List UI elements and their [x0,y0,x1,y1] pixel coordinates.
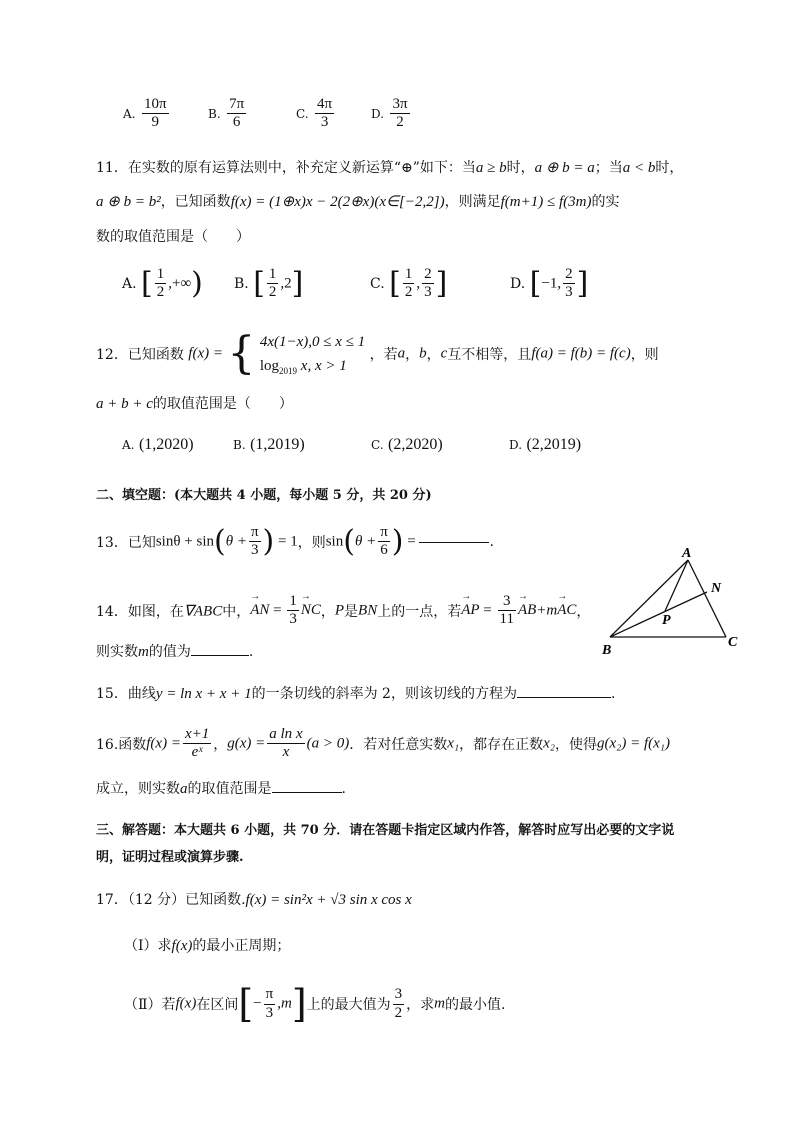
q11-line3: 数的取值范围是（ ） [96,229,250,245]
q12-line2 [96,393,293,413]
text: 16.函数 [96,736,147,753]
text: 是 [344,603,359,620]
text: 互不相等，且 [447,347,532,364]
text: ．若对任意实数 [349,736,448,753]
numerator: 2 [563,266,575,284]
q16-line2 [96,778,346,798]
brace: { [227,328,256,380]
text: 的一条切线的斜率为 2，则该切线的方程为 [251,686,517,702]
text: ，则满足 [444,194,501,210]
text: 上的最大值为 [306,997,391,1013]
text: 13．已知 [96,534,156,551]
text: ；当 [594,160,623,176]
text: 15．曲线 [96,686,156,702]
bracket: [ [253,265,265,301]
case-2-rest: x, x > 1 [297,358,347,374]
denominator: eˣ [191,744,203,761]
segment-bn: BN [358,602,378,619]
bracket: ] [435,265,448,301]
fraction [315,96,334,132]
var-a: a [397,345,406,362]
answer-blank[interactable] [517,696,611,698]
piecewise-cases [260,330,365,378]
numerator: π [249,524,261,542]
text: ， [320,603,335,620]
text: 在区间 [196,997,239,1013]
q17-part2 [124,982,506,1026]
q13 [96,524,494,560]
math: f(x) [171,938,193,954]
text: 时， [655,160,684,176]
theta: θ + [225,533,247,550]
numerator: π [264,986,276,1004]
denominator: 3 [320,114,329,131]
q11-line1 [96,157,683,177]
text: 的值为 [148,644,191,660]
math: a < b [622,160,656,176]
denominator: 6 [380,542,388,559]
point-p: P [334,602,345,619]
vector-ab: → AB [518,602,536,619]
text: 17．（12 分）已知函数. [96,892,246,908]
var-x1: x₁ [447,735,460,752]
option-letter: D. [371,106,385,121]
fraction [155,266,167,302]
fraction [267,266,279,302]
q11-option-d [510,266,588,302]
vector-ap: → AP [461,602,479,619]
numerator: 1 [403,266,415,284]
var-x2: x₂ [543,735,555,752]
q12-option-d [509,436,581,454]
option-value: (2,2019) [526,436,582,453]
option-letter: C. [370,275,385,292]
option-letter: B. [208,106,221,121]
bracket: ] [291,265,304,301]
fraction [264,986,276,1022]
denominator: 11 [499,611,514,628]
q16-line1 [96,726,670,762]
equals: = [479,602,496,619]
paren: ( [343,523,355,559]
vector-an: → AN [250,602,269,619]
q12-line1 [96,330,659,378]
comma: ， [426,347,441,364]
q12-option-c [371,436,443,454]
text: . [341,781,346,797]
text: 14．如图，在 [96,603,184,620]
paren: ) [391,523,404,559]
label-b: B [602,643,612,656]
fraction [249,524,261,560]
text: . [248,644,254,660]
vector-ac: → AC [557,602,576,619]
q12-option-a [122,436,194,454]
text: ，求 [406,997,435,1013]
var-c: c [440,345,448,362]
case-2 [260,354,365,378]
q10-option-c [296,96,336,132]
denominator: 2 [396,114,404,131]
text: 12．已知函数 [96,347,184,364]
math: f(a) = f(b) = f(c) [531,345,631,362]
numerator: 1 [155,266,167,284]
q11-line2 [96,191,619,211]
math: y = ln x + x + 1 [155,686,252,702]
fraction [390,96,409,132]
section-heading-solutions: 三、解答题：本大题共 6 小题，共 70 分．请在答题卡指定区域内作答，解答时应写出必要的文字说 [96,823,675,838]
numerator: a ln x [267,726,304,744]
text: . [610,686,616,702]
numerator: 7π [227,96,246,114]
math: f(x) = sin²x + √3 sin x cos x [245,892,412,908]
math: −1, [541,275,562,292]
option-letter: A. [122,438,135,452]
math: ,m [277,995,292,1012]
segment-ap [665,560,688,611]
text: 的取值范围是 [187,781,272,797]
label-p: P [662,613,671,628]
numerator: 1 [267,266,279,284]
case-1: 4x(1−x),0 ≤ x ≤ 1 [259,334,366,350]
denominator: 3 [424,284,432,301]
theta: θ + [354,533,377,550]
numerator: x+1 [183,726,211,744]
bracket: [ [238,982,254,1026]
label-n: N [711,581,722,596]
math: sinθ + sin [155,533,214,550]
text: 上的一点，若 [377,603,462,620]
numerator: π [378,524,390,542]
fraction [403,266,415,302]
q15 [96,683,615,703]
q17-stem [96,889,412,909]
bracket: [ [389,265,401,301]
numerator: 3 [393,986,405,1004]
text: ，若 [369,347,398,364]
fraction [227,96,246,132]
text: 的最小值. [444,997,506,1013]
option-letter: C. [371,438,384,452]
label-a: A [682,546,692,561]
var-b: b [419,345,427,362]
q11-option-a [122,266,203,302]
paren: ( [213,523,226,559]
bracket: ] [576,265,589,301]
q10-option-d [371,96,412,132]
bracket: [ [529,265,542,301]
fraction [422,266,434,302]
denominator: 6 [232,114,241,131]
math: a + b + c [96,396,153,412]
math: g(x) = [227,735,266,752]
denominator: 3 [250,542,259,559]
q14-line1 [96,593,590,629]
denominator: 3 [565,284,573,301]
math: − [253,995,262,1012]
text: ，使得 [554,736,597,753]
math: f(x) = (1⊕x)x − 2(2⊕x)(x∈[−2,2]) [230,194,445,210]
text: ，都存在正数 [459,736,544,753]
math: f(m+1) ≤ f(3m) [500,194,592,210]
paren: ) [262,523,275,559]
math: = 1 [274,533,298,550]
q12-option-b [233,436,305,454]
comma: , [416,275,421,292]
option-value: (2,2020) [388,436,443,453]
fraction [378,524,390,560]
option-letter: B. [234,275,249,292]
denominator: 2 [156,284,165,301]
var-m: m [434,995,445,1012]
side-ab [610,560,688,637]
q10-option-a [123,96,171,132]
option-letter: D. [510,275,526,292]
math: +m [536,602,558,619]
numerator: 3 [498,593,516,611]
fraction [393,986,405,1022]
text: 成立，则实数 [96,781,180,797]
numerator: 3π [390,96,409,114]
equals: = [269,602,286,619]
numerator: 2 [422,266,434,284]
text: . [489,533,494,550]
math: g(x₂) = f(x₁) [596,735,670,752]
fraction [183,726,211,762]
fraction [287,593,299,629]
answer-blank[interactable] [272,791,342,793]
var-m: m [138,644,149,660]
denominator: 2 [394,1004,403,1021]
bracket: ) [191,265,203,301]
q10-option-b [208,96,248,132]
text: 的最小正周期； [192,938,291,954]
option-letter: B. [233,438,246,452]
math: a ⊕ b = a [534,160,595,176]
option-letter: D. [509,438,523,452]
text: ，则 [297,534,326,551]
q17-part1 [124,935,290,955]
numerator: 4π [315,96,334,114]
text: （Ⅱ）若 [124,997,176,1013]
math: ,2 [280,275,292,292]
fraction [498,593,516,629]
var-a: a [180,781,188,797]
text: ，已知函数 [160,194,231,210]
math: f(x) = [146,735,181,752]
comma: ， [405,347,420,364]
text: 的实 [591,194,620,210]
denominator: 3 [289,611,297,628]
q11-option-b [234,266,303,302]
numerator: 10π [142,96,169,114]
segment-bn [610,592,707,637]
log: log [259,358,280,374]
denominator: 9 [151,114,159,131]
text: 11．在实数的原有运算法则中，补充定义新运算“⊕”如下：当 [96,160,476,176]
label-c: C [728,635,738,650]
text: ， [213,736,228,753]
denominator: 3 [265,1004,274,1021]
vector-nc: → NC [301,602,321,619]
fraction [563,266,575,302]
text: 时， [506,160,535,176]
option-letter: A. [123,106,136,121]
math: f(x) = [188,345,223,362]
math: a ≥ b [475,160,507,176]
option-letter: A. [122,275,137,292]
section-heading-solutions-2: 明，证明过程或演算步骤. [96,850,244,865]
fraction [267,726,304,762]
equals: = [403,533,420,550]
answer-blank[interactable] [191,654,249,656]
log-base: 2019 [279,366,298,376]
math: sin [325,533,344,550]
bracket: [ [141,265,153,301]
triangle-figure [598,544,748,656]
math: a ⊕ b = b² [96,194,161,210]
denominator: x [282,744,290,761]
text: 的取值范围是（ ） [152,396,293,412]
denominator: 2 [404,284,413,301]
option-letter: C. [296,106,309,121]
numerator: 1 [287,593,299,611]
bracket: ] [291,982,307,1026]
option-value: (1,2019) [250,436,305,453]
fraction [142,96,169,132]
text: 则实数 [96,644,138,660]
q11-option-c [370,266,447,302]
text: ， [576,603,591,620]
section-heading-fill-in: 二、填空题：(本大题共 4 小题，每小题 5 分，共 20 分) [96,488,432,503]
answer-blank[interactable] [419,541,489,543]
math: ,+∞ [168,275,192,292]
math: ∇ABC [183,603,223,620]
q14-line2 [96,641,253,661]
denominator: 2 [268,284,277,301]
math: f(x) [175,995,197,1012]
math: (a > 0) [306,735,350,752]
text: 中， [222,603,251,620]
text: （Ⅰ）求 [124,938,172,954]
option-value: (1,2020) [138,436,194,453]
text: ，则 [630,347,659,364]
